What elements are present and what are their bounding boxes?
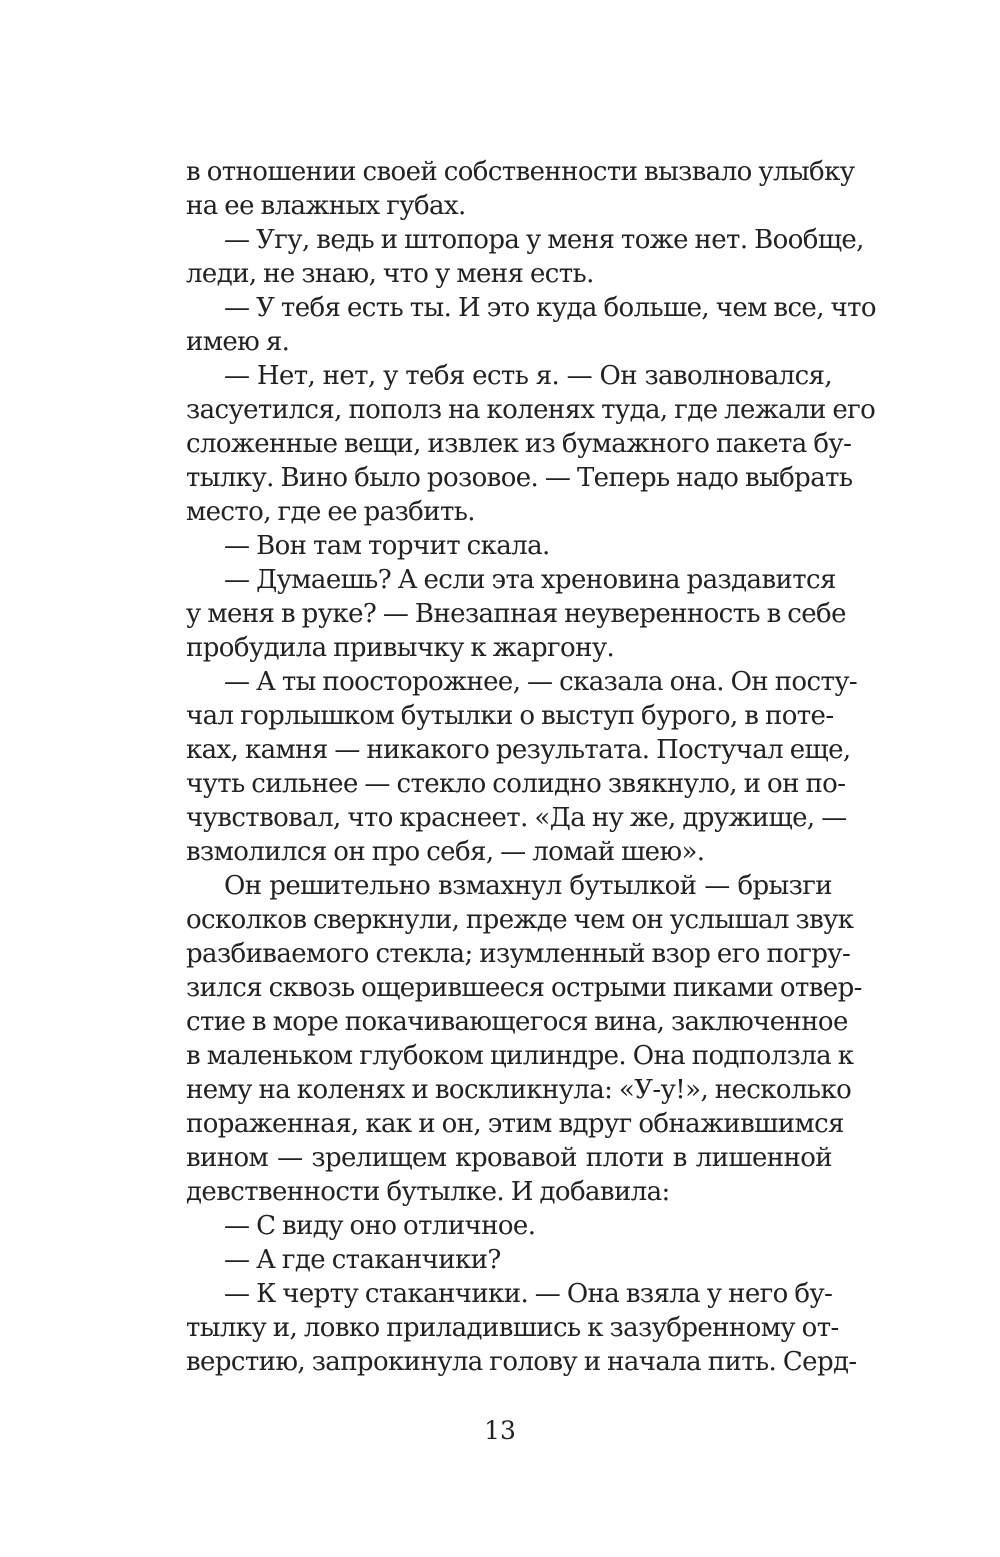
text-line: у меня в руке? — Внезапная неуверенность в себе [186,599,846,629]
text-line: вином — зрелищем кровавой плоти в лишенной [186,1143,832,1173]
text-line: — А где стаканчики? [224,1245,501,1275]
text-line: тылку. Вино было розовое. — Теперь надо выбрать [186,463,853,493]
text-line: разбиваемого стекла; изумленный взор его погру- [186,939,851,969]
text-line: сложенные вещи, извлек из бумажного пакета бу- [186,429,852,459]
text-line: — Вон там торчит скала. [224,531,550,561]
text-line: Он решительно взмахнул бутылкой — брызги [224,871,832,901]
text-line: в отношении своей собственности вызвало улыбку [186,157,855,187]
text-line: верстию, запрокинула голову и начала пить. Серд- [186,1347,857,1377]
text-line: — К черту стаканчики. — Она взяла у него бу- [224,1279,833,1309]
text-line: имею я. [186,327,290,357]
text-line: — С виду оно отличное. [224,1211,536,1241]
text-line: место, где ее разбить. [186,497,475,527]
text-line: леди, не знаю, что у меня есть. [186,259,594,289]
text-line: ках, камня — никакого результата. Постучал еще, [186,735,851,765]
text-line: пробудила привычку к жаргону. [186,633,615,663]
text-line: — Угу, ведь и штопора у меня тоже нет. Вообще, [224,225,864,255]
page-body [186,155,876,1379]
text-line: — Нет, нет, у тебя есть я. — Он заволновался, [224,361,832,391]
text-line: тылку и, ловко приладившись к зазубренному от- [186,1313,839,1343]
text-line: — Думаешь? А если эта хреновина раздавится [224,565,836,595]
text-line: в маленьком глубоком цилиндре. Она подползла к [186,1041,854,1071]
text-line: чувствовал, что краснеет. «Да ну же, дружище, — [186,803,847,833]
text-line: засуетился, пополз на коленях туда, где лежали его [186,395,876,425]
text-line: зился сквозь ощерившееся острыми пиками отвер- [186,973,862,1003]
page-number: 13 [484,1416,516,1445]
text-line: взмолился он про себя, — ломай шею». [186,837,705,867]
text-line: пораженная, как и он, этим вдруг обнажившимся [186,1109,844,1139]
text-line: девственности бутылке. И добавила: [186,1177,670,1207]
text-line: — У тебя есть ты. И это куда больше, чем все, что [224,293,876,323]
text-line: на ее влажных губах. [186,191,466,221]
text-line: нему на коленях и воскликнула: «У-у!», несколько [186,1075,852,1105]
text-line: чал горлышком бутылки о выступ бурого, в поте- [186,701,834,731]
text-line: стие в море покачивающегося вина, заключенное [186,1007,848,1037]
text-line: осколков сверкнули, прежде чем он услышал звук [186,905,854,935]
text-line: — А ты поосторожнее, — сказала она. Он посту- [224,667,858,697]
text-line: чуть сильнее — стекло солидно звякнуло, и он по- [186,769,846,799]
